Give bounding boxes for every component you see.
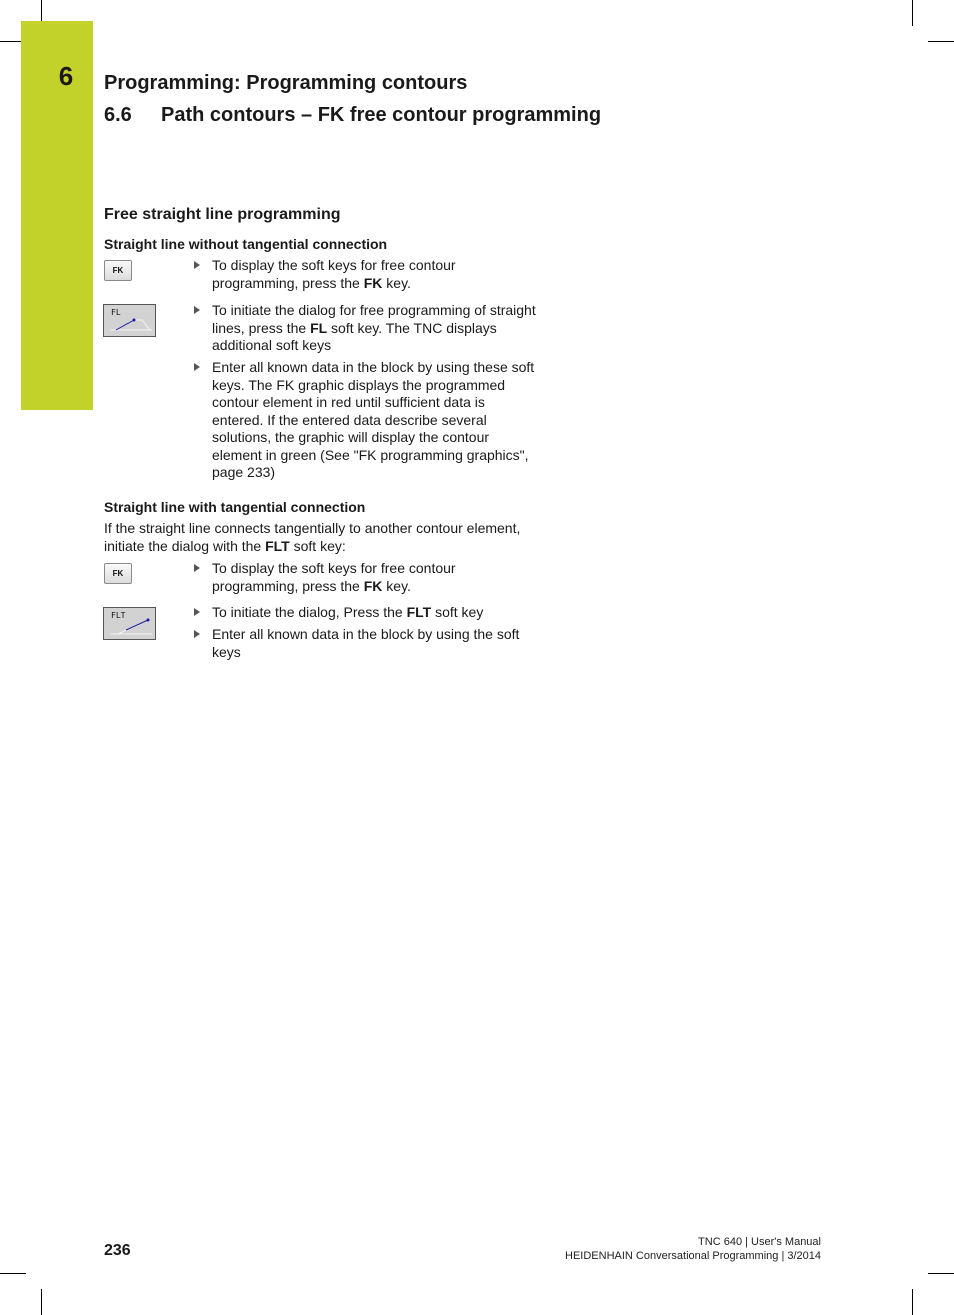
fk-key: FK — [104, 260, 132, 281]
fl-contour-icon — [104, 305, 157, 338]
chapter-title: Programming: Programming contours — [104, 72, 468, 94]
bullet-arrow-icon — [194, 306, 200, 314]
section-title — [104, 104, 601, 127]
fk-key: FK — [104, 563, 132, 584]
flt-contour-icon — [104, 608, 157, 641]
fl-softkey — [103, 304, 156, 337]
intro-paragraph: If the straight line connects tangentially to another contour element, initiate the dialog with the FLT soft key: — [104, 520, 521, 554]
bullet-arrow-icon — [194, 608, 200, 616]
step-enter-data: Enter all known data in the block by using these soft keys. The FK graphic displays the programmed contour element in red until sufficient data is entered. If the entered data describe several solutions, the graphic will display the contour element in green (See "FK programming graphics", page 233) — [194, 359, 539, 482]
content-heading: Free straight line programming — [104, 206, 341, 223]
flt-softkey-label: FLT — [111, 611, 126, 620]
step-initiate-flt: To initiate the dialog, Press the FLT soft key — [194, 604, 539, 622]
crop-mark — [41, 1289, 42, 1315]
crop-mark — [912, 0, 913, 26]
crop-mark — [928, 1273, 954, 1274]
page-number: 236 — [104, 1242, 131, 1259]
footer-info — [565, 1235, 821, 1263]
footer-publisher: HEIDENHAIN Conversational Programming | 3/2014 — [565, 1250, 821, 1262]
flt-softkey — [103, 607, 156, 640]
subheading-without-tangential: Straight line without tangential connection — [104, 236, 388, 252]
crop-mark — [912, 1289, 913, 1315]
bullet-arrow-icon — [194, 564, 200, 572]
fl-softkey-label: FL — [111, 308, 121, 317]
step-display-fk: To display the soft keys for free contour programming, press the FK key. — [194, 560, 539, 595]
bullet-arrow-icon — [194, 261, 200, 269]
bullet-arrow-icon — [194, 630, 200, 638]
step-enter-data: Enter all known data in the block by using the soft keys — [194, 626, 539, 661]
section-number: 6.6 — [104, 104, 132, 126]
chapter-tab — [21, 21, 93, 410]
section-name: Path contours – FK free contour programming — [161, 104, 602, 126]
step-initiate-fl: To initiate the dialog for free programming of straight lines, press the FL soft key. The TNC displays additional soft keys — [194, 302, 539, 355]
subheading-with-tangential: Straight line with tangential connection — [104, 499, 366, 515]
crop-mark — [928, 41, 954, 42]
chapter-number: 6 — [58, 61, 74, 91]
crop-mark — [0, 1273, 26, 1274]
bullet-arrow-icon — [194, 363, 200, 371]
step-display-fk: To display the soft keys for free contour programming, press the FK key. — [194, 257, 539, 292]
footer-manual: TNC 640 | User's Manual — [698, 1236, 821, 1248]
